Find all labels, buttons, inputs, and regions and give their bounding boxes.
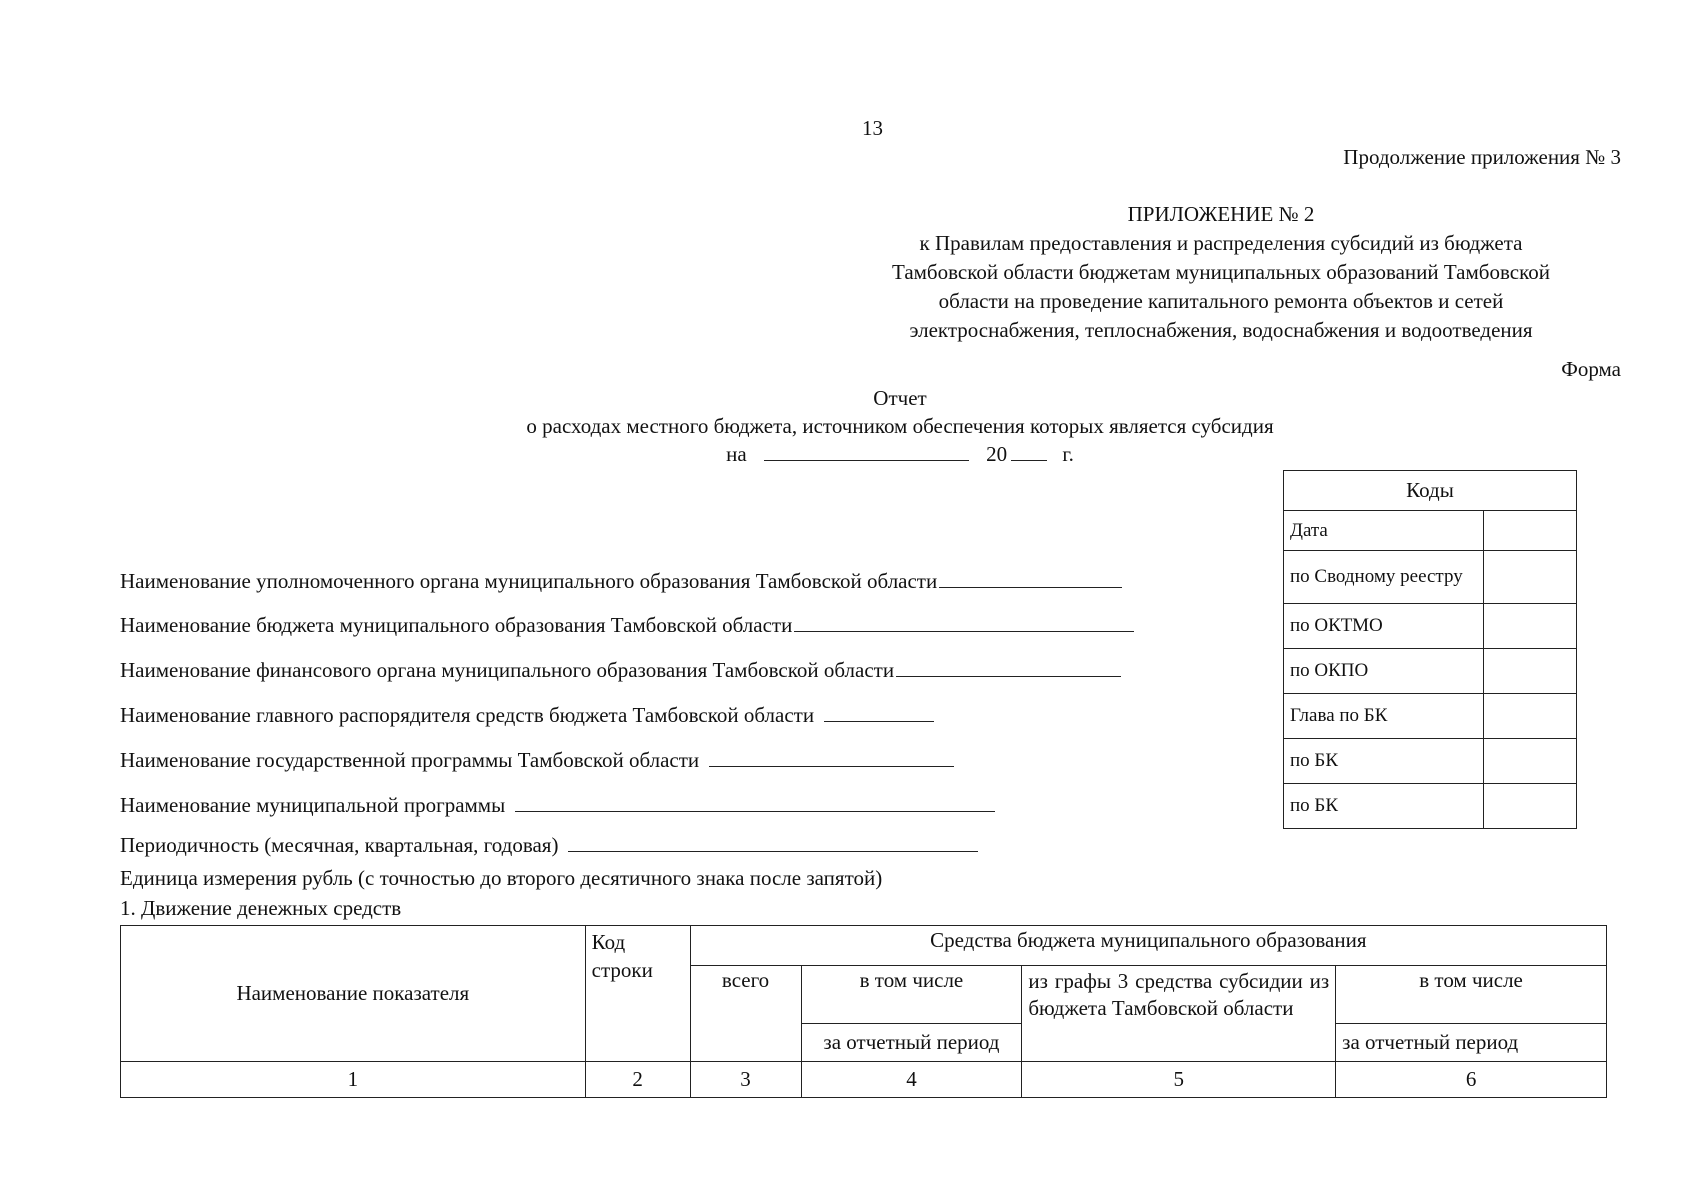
- header-total: всего: [690, 966, 801, 1062]
- code-label-registry: по Сводному реестру: [1284, 551, 1484, 604]
- continuation-note: Продолжение приложения № 3: [1343, 145, 1621, 169]
- code-value-okpo[interactable]: [1484, 649, 1577, 694]
- header-indicator-name: Наименование показателя: [121, 926, 586, 1062]
- header-row-code: Код строки: [585, 926, 690, 1062]
- field-budget-name: [120, 611, 1134, 638]
- field-label: Периодичность (месячная, квартальная, годовая): [120, 833, 559, 857]
- date-blank[interactable]: [764, 442, 969, 461]
- code-label-date: Дата: [1284, 511, 1484, 551]
- date-year: 20: [986, 442, 1008, 466]
- field-input-line[interactable]: [896, 656, 1121, 677]
- field-label: Наименование муниципальной программы: [120, 793, 506, 817]
- field-authorized-body: [120, 567, 1122, 594]
- code-value-oktmo[interactable]: [1484, 604, 1577, 649]
- column-number: 3: [690, 1062, 801, 1098]
- header-subsidy: из графы 3 средства субсидии из бюджета Тамбовской области: [1022, 966, 1336, 1062]
- form-label: Форма: [1561, 357, 1621, 381]
- column-number: 2: [585, 1062, 690, 1098]
- date-suffix: г.: [1062, 442, 1074, 466]
- page-number: 13: [862, 116, 883, 140]
- code-value-date[interactable]: [1484, 511, 1577, 551]
- appendix-line: электроснабжения, теплоснабжения, водоснабжения и водоотведения: [909, 318, 1533, 342]
- header-reporting-period-2: за отчетный период: [1336, 1024, 1607, 1062]
- code-label-oktmo: по ОКТМО: [1284, 604, 1484, 649]
- field-periodicity: [120, 831, 978, 858]
- report-title: Отчет: [873, 386, 927, 410]
- header-municipal-budget: Средства бюджета муниципального образования: [690, 926, 1606, 966]
- report-heading: [400, 384, 1400, 468]
- header-including-2: в том числе: [1336, 966, 1607, 1024]
- field-label: Наименование главного распорядителя средств бюджета Тамбовской области: [120, 703, 815, 727]
- field-label: Наименование бюджета муниципального образования Тамбовской области: [120, 613, 793, 637]
- column-number: 6: [1336, 1062, 1607, 1098]
- appendix-title: ПРИЛОЖЕНИЕ № 2: [1127, 202, 1315, 226]
- code-label-chapter-bk: Глава по БК: [1284, 694, 1484, 739]
- cash-flow-table: [120, 925, 1607, 1098]
- field-finance-body: [120, 656, 1121, 683]
- field-label: Наименование уполномоченного органа муниципального образования Тамбовской области: [120, 569, 938, 593]
- field-label: Наименование финансового органа муниципального образования Тамбовской области: [120, 658, 895, 682]
- code-value-chapter-bk[interactable]: [1484, 694, 1577, 739]
- code-value-bk[interactable]: [1484, 784, 1577, 829]
- field-input-line[interactable]: [568, 831, 978, 852]
- field-input-line[interactable]: [824, 701, 934, 722]
- codes-header: Коды: [1284, 471, 1577, 511]
- header-reporting-period: за отчетный период: [801, 1024, 1022, 1062]
- report-subtitle: о расходах местного бюджета, источником обеспечения которых является субсидия: [526, 414, 1274, 438]
- code-label-okpo: по ОКПО: [1284, 649, 1484, 694]
- field-input-line[interactable]: [794, 611, 1134, 632]
- column-number: 1: [121, 1062, 586, 1098]
- code-value-registry[interactable]: [1484, 551, 1577, 604]
- field-label: Наименование государственной программы Тамбовской области: [120, 748, 700, 772]
- field-input-line[interactable]: [709, 746, 954, 767]
- field-input-line[interactable]: [939, 567, 1122, 588]
- field-state-program: [120, 746, 954, 773]
- column-number: 5: [1022, 1062, 1336, 1098]
- field-municipal-program: [120, 791, 995, 818]
- field-input-line[interactable]: [515, 791, 995, 812]
- date-prefix: на: [726, 442, 747, 466]
- appendix-line: Тамбовской области бюджетам муниципальных образований Тамбовской: [892, 260, 1550, 284]
- code-label-bk: по БК: [1284, 784, 1484, 829]
- header-including: в том числе: [801, 966, 1022, 1024]
- section-title: 1. Движение денежных средств: [120, 896, 402, 920]
- unit-of-measure: Единица измерения рубль (с точностью до второго десятичного знака после запятой): [120, 866, 883, 890]
- codes-table: [1283, 470, 1577, 829]
- code-value-bk[interactable]: [1484, 739, 1577, 784]
- appendix-line: к Правилам предоставления и распределения субсидий из бюджета: [919, 231, 1523, 255]
- report-date-line: [400, 440, 1400, 468]
- appendix-block: [800, 200, 1642, 345]
- code-label-bk: по БК: [1284, 739, 1484, 784]
- field-chief-manager: [120, 701, 934, 728]
- appendix-line: области на проведение капитального ремонта объектов и сетей: [938, 289, 1504, 313]
- year-blank[interactable]: [1011, 442, 1047, 461]
- column-number: 4: [801, 1062, 1022, 1098]
